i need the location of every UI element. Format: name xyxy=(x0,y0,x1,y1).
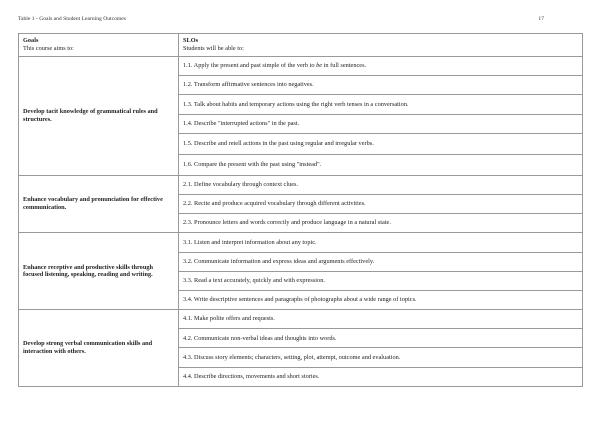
page-number: 17 xyxy=(538,16,544,22)
slo-cell: 3.3. Read a text accurately, quickly and with expression. xyxy=(179,271,583,290)
table-row xyxy=(19,233,583,252)
table-row xyxy=(19,310,583,329)
slo-cell: 3.1. Listen and interpret information about any topic. xyxy=(179,233,583,252)
goals-header-cell xyxy=(19,34,179,57)
slo-cell: 2.3. Pronounce letters and words correctly and produce language in a natural state. xyxy=(179,214,583,233)
slo-cell: 4.3. Discuss story elements; characters, setting, plot, attempt, outcome and evaluation. xyxy=(179,348,583,367)
goals-subheader: This course aims to: xyxy=(23,45,74,52)
slos-subheader: Students will be able to: xyxy=(183,45,244,52)
slo-cell: 1.2. Transform affirmative sentences into negatives. xyxy=(179,76,583,95)
slos-header: SLOs xyxy=(183,37,199,45)
goal-cell: Enhance receptive and productive skills through focused listening, speaking, reading and writing. xyxy=(19,233,179,310)
slo-cell: 1.5. Describe and retell actions in the past using regular and irregular verbs. xyxy=(179,133,583,154)
goals-slos-table xyxy=(18,33,583,387)
slo-cell: 1.6. Compare the present with the past using "instead". xyxy=(179,154,583,175)
slo-cell: 4.2. Communicate non-verbal ideas and thoughts into words. xyxy=(179,329,583,348)
slo-cell: 3.2. Communicate information and express ideas and arguments effectively. xyxy=(179,252,583,271)
table-row xyxy=(19,175,583,194)
table-row xyxy=(19,57,583,76)
slo-cell: 4.4. Describe directions, movements and short stories. xyxy=(179,367,583,386)
slo-cell: 4.1. Make polite offers and requests. xyxy=(179,310,583,329)
slo-cell: 3.4. Write descriptive sentences and paragraphs of photographs about a wide range of topics. xyxy=(179,290,583,309)
page-header xyxy=(18,16,544,22)
table-caption: Table 1 - Goals and Student Learning Outcomes xyxy=(18,16,126,22)
slo-cell: 2.2. Recite and produce acquired vocabulary through different activities. xyxy=(179,194,583,213)
goal-cell: Enhance vocabulary and pronunciation for effective communication. xyxy=(19,175,179,233)
slo-cell: 1.4. Describe "interrupted actions" in the past. xyxy=(179,114,583,133)
slo-cell: 2.1. Define vocabulary through context clues. xyxy=(179,175,583,194)
slo-cell: 1.1. Apply the present and past simple of the verb to be in full sentences. xyxy=(179,57,583,76)
slos-header-cell xyxy=(179,34,583,57)
table-header-row xyxy=(19,34,583,57)
goal-cell: Develop strong verbal communication skills and interaction with others. xyxy=(19,310,179,387)
slo-cell: 1.3. Talk about habits and temporary actions using the right verb tenses in a conversation. xyxy=(179,95,583,114)
goals-header: Goals xyxy=(23,37,39,45)
goal-cell: Develop tacit knowledge of grammatical rules and structures. xyxy=(19,57,179,176)
